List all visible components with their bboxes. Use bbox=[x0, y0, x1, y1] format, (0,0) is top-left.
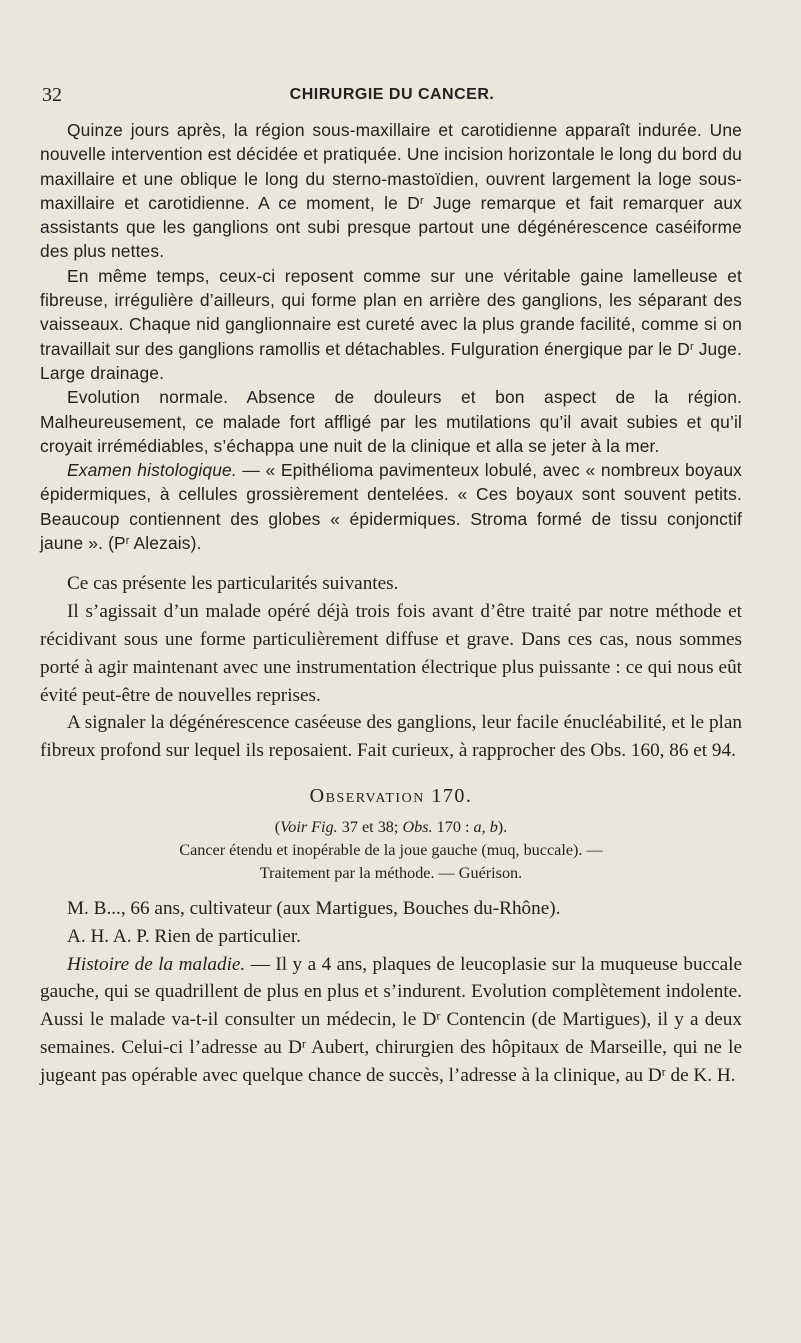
paragraph-method: Il s’agissait d’un malade opéré déjà trois fois avant d’être traité par notre méthode et récidivant sous une forme particulièrement diffuse et grave. Dans ces cas, nous sommes porté à agir maintenant avec une instrumentation électrique plus puissante : ce qui nous eût évité peut-être de nouvelles reprises. bbox=[40, 601, 742, 706]
page-body bbox=[40, 118, 742, 1090]
ref-obs-number: 170 : bbox=[432, 817, 474, 836]
paragraph-gaine: En même temps, ceux-ci reposent comme sur une véritable gaine lamelleuse et fibreuse, irrégulière d’ailleurs, qui forme plan en arrière des ganglions, les séparant des vaisseaux. Chaque nid ganglionnaire est cureté avec la plus grande facilité, comme si on travaillait sur des ganglions ramollis et détachables. Fulguration énergique par le $D^r$ Juge. Large drainage. bbox=[40, 265, 742, 383]
histology-label: Examen histologique. bbox=[67, 460, 237, 481]
paragraph-evolution: Evolution normale. Absence de douleurs et bon aspect de la région. Malheureusement, ce malade fort affligé par les mutilations qu’il avait subies et qu’il croyait irrémédiables, s’échappa une nuit de la clinique et alla se jeter à la mer. bbox=[40, 387, 742, 456]
paragraph-intervention: Quinze jours après, la région sous-maxillaire et carotidienne apparaît indurée. Une nouvelle intervention est décidée et pratiquée. Une incision horizontale le long du bord du maxillaire et une oblique le long du sterno-mastoïdien, ouvrent largement la loge sous-maxillaire et carotidienne. A ce moment, le $D^r$ Juge remarque et fait remarquer aux assistants que les ganglions ont subi presque partout une dégénérescence caséiforme des plus nettes. bbox=[40, 120, 743, 262]
ref-a: a bbox=[473, 817, 482, 836]
paragraph-histology bbox=[40, 458, 742, 555]
observation-title bbox=[40, 785, 742, 808]
histology-text: — « Epithélioma pavimenteux lobulé, avec « nombreux boyaux épidermiques, à cellules grossièrement dentelées. « Ces boyaux sont souvent petits. Beaucoup contiennent des globes « épidermiques. Stroma formé de tissu conjonctif jaune ». ($P^r$ Alezais). bbox=[40, 460, 742, 554]
paragraph-antecedents: A. H. A. P. Rien de particulier. bbox=[67, 925, 301, 947]
observation-word: Observation bbox=[309, 784, 425, 807]
running-title: CHIRURGIE DU CANCER. bbox=[289, 86, 495, 103]
ref-b: b bbox=[489, 817, 498, 836]
ref-fig-numbers: 37 et 38; bbox=[337, 817, 403, 836]
observation-summary-1: Cancer étendu et inopérable de la joue gauche (muq, buccale). — bbox=[179, 840, 603, 859]
ref-sep: , bbox=[481, 817, 490, 836]
observation-summary-2: Traitement par la méthode. — Guérison. bbox=[259, 863, 523, 882]
paragraph-patient: M. B..., 66 ans, cultivateur (aux Martigues, Bouches du-Rhône). bbox=[67, 897, 561, 919]
page-number: 32 bbox=[42, 84, 62, 106]
history-label: Histoire de la maladie. bbox=[67, 953, 246, 975]
observation-number: 170. bbox=[431, 784, 473, 807]
paragraph-particularities: Ce cas présente les particularités suivantes. bbox=[67, 573, 399, 595]
ref-fig: Voir Fig. bbox=[280, 817, 338, 836]
observation-reference: (Voir Fig. 37 et 38; Obs. 170 : a, b). bbox=[274, 817, 508, 836]
paragraph-caseous: A signaler la dégénérescence caséeuse des ganglions, leur facile énucléabilité, et le plan fibreux profond sur lequel ils reposaient. Fait curieux, à rapprocher des Obs. 160, 86 et 94. bbox=[40, 712, 742, 762]
page-header bbox=[42, 84, 742, 108]
history-text: — Il y a 4 ans, plaques de leucoplasie sur la muqueuse buccale gauche, qui se quadrillent de plus en plus et s’indurent. Evolution complètement indolente. Aussi le malade va-t-il consulter un médecin, le $D^r$ Contencin (de Martigues), il y a deux semaines. Celui-ci l’adresse au $D^r$ Aubert, chirurgien des hôpitaux de Marseille, qui ne le jugeant pas opérable avec quelque chance de succès, l’adresse à la clinique, au $D^r$ de K. H. bbox=[40, 953, 742, 1086]
ref-obs: Obs. bbox=[402, 817, 433, 836]
paragraph-history bbox=[40, 951, 742, 1090]
